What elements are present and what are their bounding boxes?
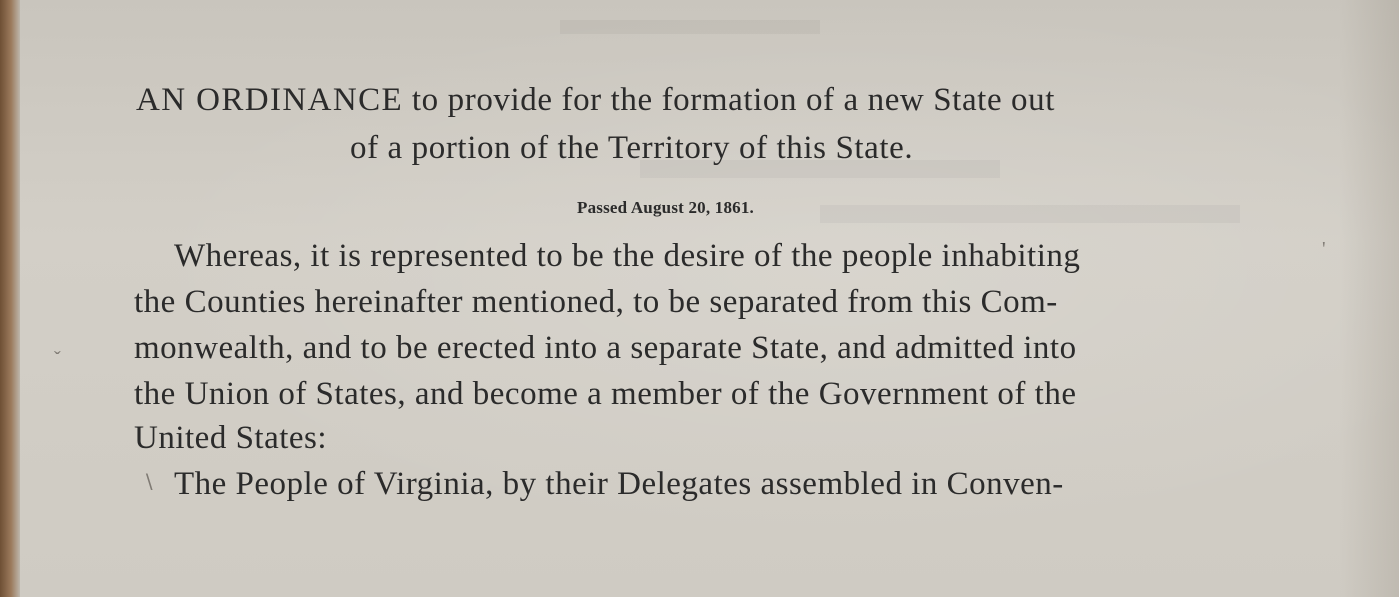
pencil-mark-icon: ∖ bbox=[142, 472, 155, 494]
ordinance-title-line-2: of a portion of the Territory of this State. bbox=[350, 130, 914, 166]
body-line: the Counties hereinafter mentioned, to be separated from this Com- bbox=[134, 284, 1058, 320]
passed-date: Passed August 20, 1861. bbox=[577, 198, 754, 217]
bleed-through-texture bbox=[820, 205, 1240, 223]
ordinance-title-line-1 bbox=[136, 82, 1055, 119]
body-line: the Union of States, and become a member of the Government of the bbox=[134, 376, 1077, 412]
body-line: The People of Virginia, by their Delegates assembled in Conven- bbox=[174, 466, 1064, 502]
pencil-mark-icon: ˇ bbox=[54, 348, 61, 370]
body-line: monwealth, and to be erected into a separate State, and admitted into bbox=[134, 330, 1077, 366]
body-line: United States: bbox=[134, 420, 328, 456]
pencil-mark-icon: ' bbox=[1322, 238, 1326, 260]
bleed-through-texture bbox=[560, 20, 820, 34]
ordinance-title-text: to provide for the formation of a new State out bbox=[411, 82, 1056, 118]
body-line: Whereas, it is represented to be the desire of the people inhabiting bbox=[174, 238, 1081, 274]
ordinance-heading: AN ORDINANCE bbox=[136, 82, 404, 118]
book-binding-edge bbox=[0, 0, 20, 597]
page-shadow bbox=[1339, 0, 1399, 597]
